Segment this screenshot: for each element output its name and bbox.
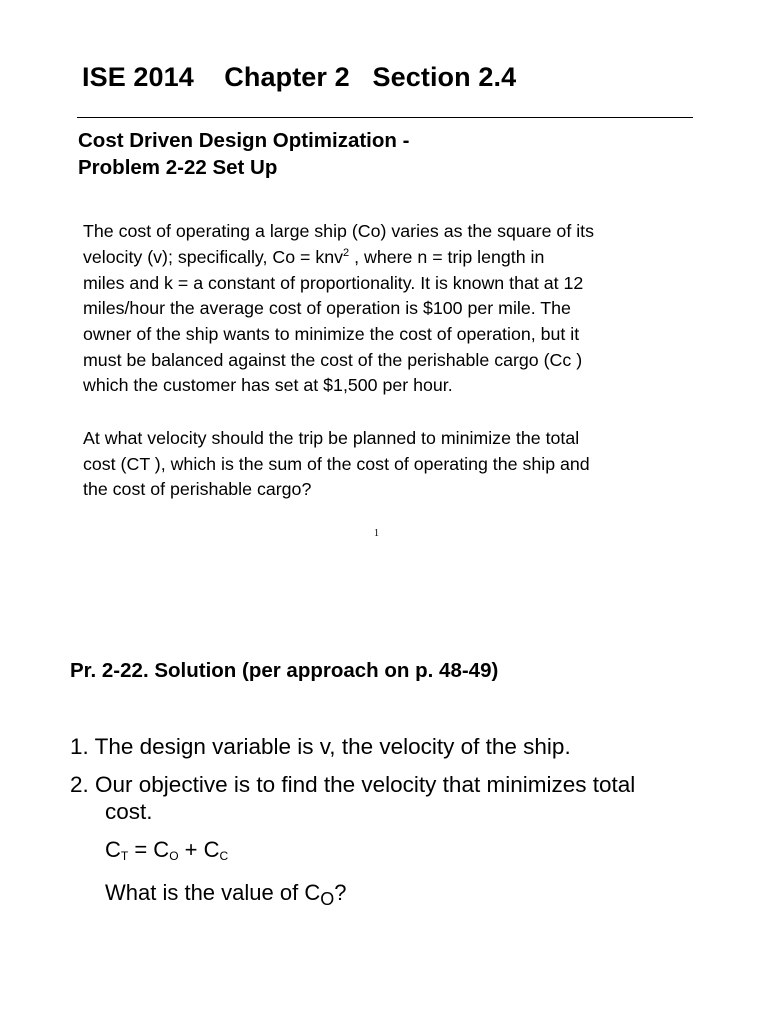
paragraph-line: miles/hour the average cost of operation is $100 per mile. The	[83, 298, 571, 318]
paragraph-line: At what velocity should the trip be planned to minimize the total	[83, 428, 580, 448]
paragraph-line: which the customer has set at $1,500 per hour.	[83, 375, 453, 395]
value-question: What is the value of $C_O$?	[105, 880, 347, 909]
paragraph-line	[83, 247, 544, 268]
paragraph-line: the cost of perishable cargo?	[83, 479, 312, 499]
exponent: 2	[343, 247, 350, 259]
subscript: T	[120, 849, 129, 863]
title-divider	[77, 117, 693, 118]
section-heading-line-2: Problem 2-22 Set Up	[78, 156, 278, 179]
paragraph-line: cost (CT ), which is the sum of the cost of operating the ship and	[83, 454, 590, 474]
total-cost-formula: $C_T = C_O + C_C$	[105, 837, 229, 863]
page-number: 1	[374, 528, 379, 539]
subscript: O	[320, 889, 335, 909]
list-item-2-continuation: cost.	[105, 799, 153, 824]
paragraph-line: miles and k = a constant of proportionality. It is known that at 12	[83, 273, 584, 293]
section-heading-line-1: Cost Driven Design Optimization -	[78, 129, 410, 152]
paragraph-line: must be balanced against the cost of the perishable cargo (Cc )	[83, 350, 583, 370]
solution-heading: Pr. 2-22. Solution (per approach on p. 48-49)	[70, 659, 499, 682]
paragraph-text: velocity (v); specifically, Co = knv	[83, 247, 344, 267]
subscript: O	[169, 849, 179, 863]
list-item-1: 1. The design variable is v, the velocity of the ship.	[70, 734, 571, 759]
paragraph-line: owner of the ship wants to minimize the cost of operation, but it	[83, 324, 580, 344]
paragraph-text: , where n = trip length in	[349, 247, 545, 267]
paragraph-line: The cost of operating a large ship (Co) varies as the square of its	[83, 221, 594, 241]
subscript: C	[219, 849, 229, 863]
list-item-2: 2. Our objective is to find the velocity that minimizes total	[70, 772, 636, 797]
slide-title: ISE 2014 Chapter 2 Section 2.4	[82, 62, 517, 92]
